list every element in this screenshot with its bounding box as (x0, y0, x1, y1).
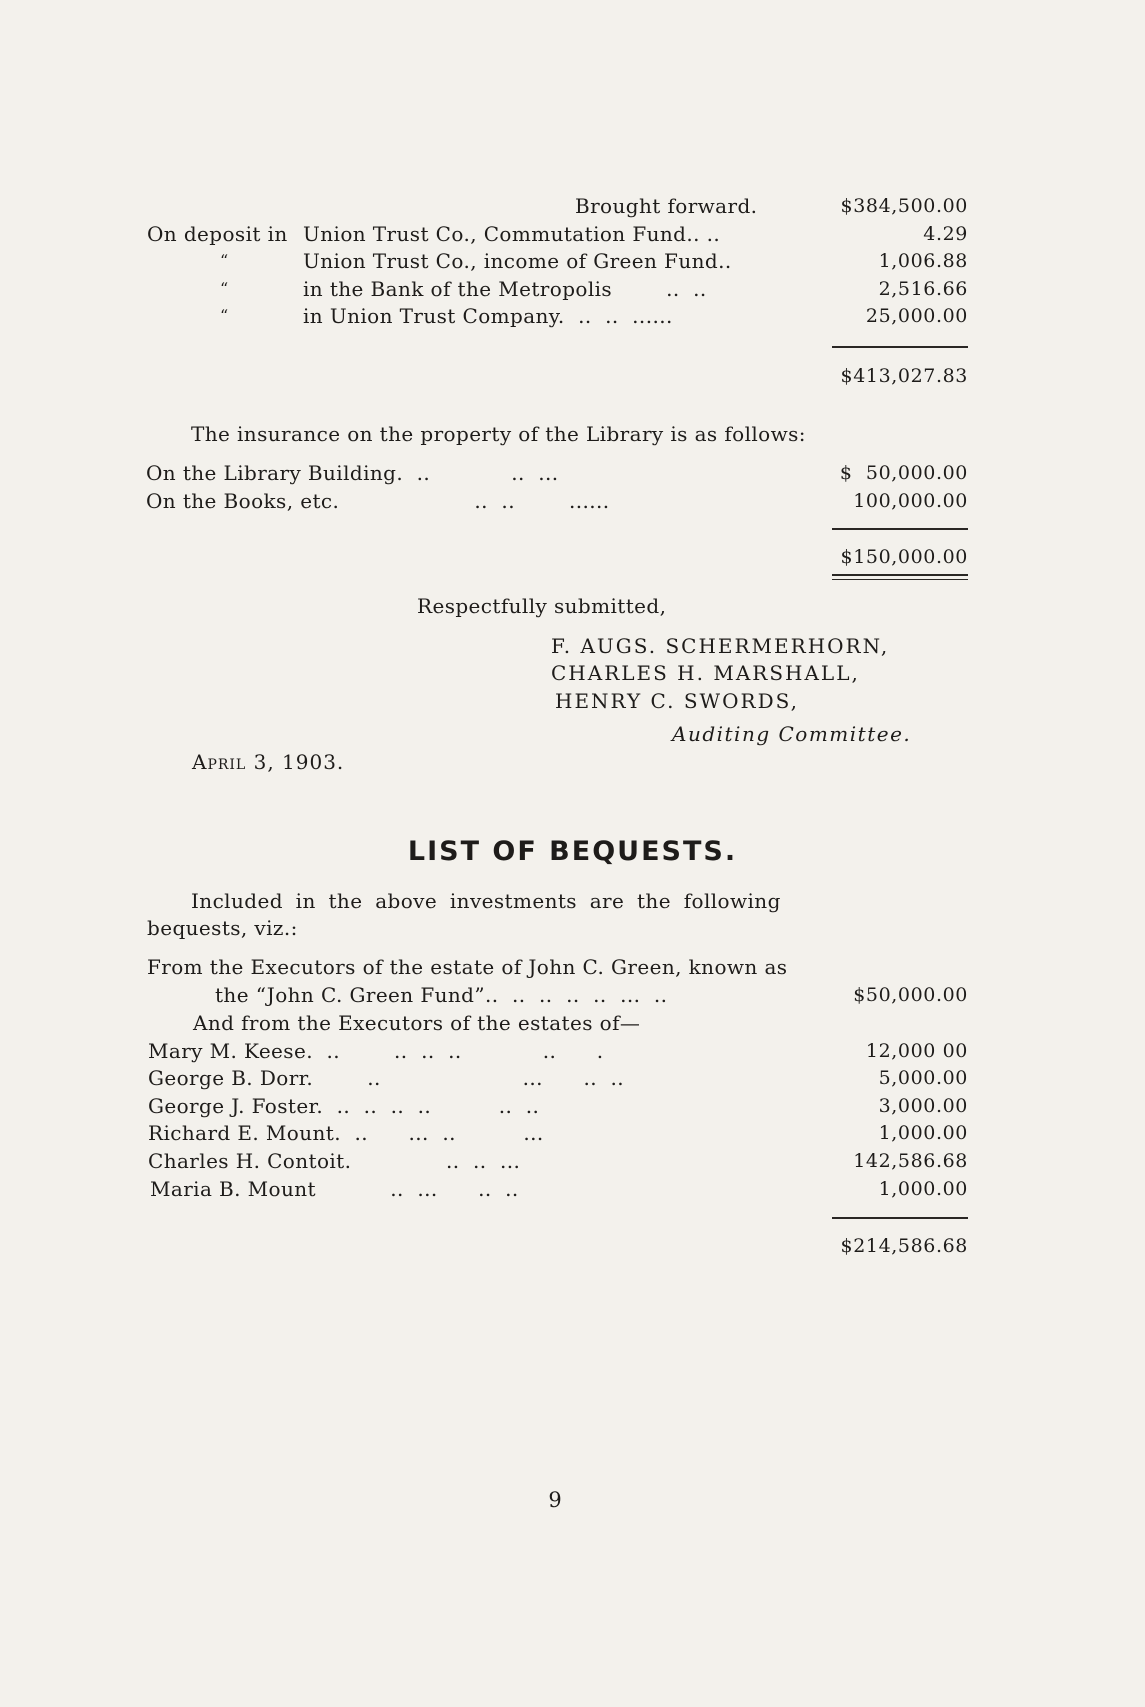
total-double-rule (832, 574, 968, 580)
ditto-mark: “ (220, 251, 229, 270)
bequest-row-label: Charles H. Contoit. .. .. ... (148, 1149, 521, 1173)
bequest-row-label: Mary M. Keese. .. .. .. .. .. . (148, 1039, 604, 1063)
signatory-name: HENRY C. SWORDS, (555, 689, 799, 713)
bequest-row-label: George J. Foster. .. .. .. .. .. .. (148, 1094, 540, 1118)
deposit-row-label: Union Trust Co., Commutation Fund.. .. (303, 222, 721, 246)
bequests-intro: Included in the above investments are the following (191, 889, 781, 913)
deposit-row-amount: 2,516.66 (878, 278, 968, 300)
sum-rule (832, 1217, 968, 1219)
brought-forward-amount: $384,500.00 (840, 195, 968, 217)
deposit-row-amount: 4.29 (923, 223, 968, 245)
insurance-total: $150,000.00 (840, 546, 968, 568)
insurance-row-amount: 100,000.00 (853, 490, 968, 512)
accounts-total: $413,027.83 (840, 365, 968, 387)
ditto-mark: “ (220, 279, 229, 298)
deposit-row-label: Union Trust Co., income of Green Fund.. (303, 249, 732, 273)
insurance-intro: The insurance on the property of the Library is as follows: (191, 422, 806, 446)
bequest-row-amount: 3,000.00 (878, 1095, 968, 1117)
bequests-total: $214,586.68 (840, 1235, 968, 1257)
deposit-row-label: in Union Trust Company. .. .. ...... (303, 304, 673, 328)
brought-forward-label: Brought forward. (575, 194, 758, 218)
green-bequest-amount: $50,000.00 (853, 984, 968, 1006)
deposit-row-amount: 25,000.00 (865, 305, 968, 327)
signatory-name: F. AUGS. SCHERMERHORN, (551, 634, 890, 658)
deposit-lead: On deposit in (147, 222, 288, 246)
bequest-row-amount: 1,000.00 (878, 1178, 968, 1200)
deposit-row-label: in the Bank of the Metropolis .. .. (303, 277, 707, 301)
green-bequest-line: the “John C. Green Fund”.. .. .. .. .. ... .. (215, 983, 668, 1007)
bequest-row-amount: 5,000.00 (878, 1067, 968, 1089)
insurance-row-amount: $ 50,000.00 (839, 462, 968, 484)
bequest-row-label: Richard E. Mount. .. ... .. ... (148, 1121, 544, 1145)
bequests-intro: bequests, viz.: (147, 916, 298, 940)
sum-rule (832, 346, 968, 348)
closing-phrase: Respectfully submitted, (417, 594, 667, 618)
signatory-name: CHARLES H. MARSHALL, (551, 661, 860, 685)
bequest-row-label: George B. Dorr. .. ... .. .. (148, 1066, 625, 1090)
bequest-row-amount: 12,000 00 (865, 1040, 968, 1062)
bequests-heading: LIST OF BEQUESTS. (407, 836, 738, 867)
committee-title: Auditing Committee. (672, 722, 912, 746)
estates-intro: And from the Executors of the estates of— (193, 1011, 641, 1035)
insurance-row-label: On the Books, etc. .. .. ...... (146, 489, 610, 513)
deposit-row-amount: 1,006.88 (878, 250, 968, 272)
bequest-row-amount: 1,000.00 (878, 1122, 968, 1144)
insurance-row-label: On the Library Building. .. .. ... (146, 461, 559, 485)
report-date: April 3, 1903. (192, 750, 345, 774)
page-number: 9 (548, 1488, 562, 1512)
ditto-mark: “ (220, 306, 229, 325)
bequest-row-amount: 142,586.68 (853, 1150, 968, 1172)
sum-rule (832, 528, 968, 530)
bequest-row-label: Maria B. Mount .. ... .. .. (150, 1177, 519, 1201)
green-bequest-line: From the Executors of the estate of John C. Green, known as (147, 955, 788, 979)
